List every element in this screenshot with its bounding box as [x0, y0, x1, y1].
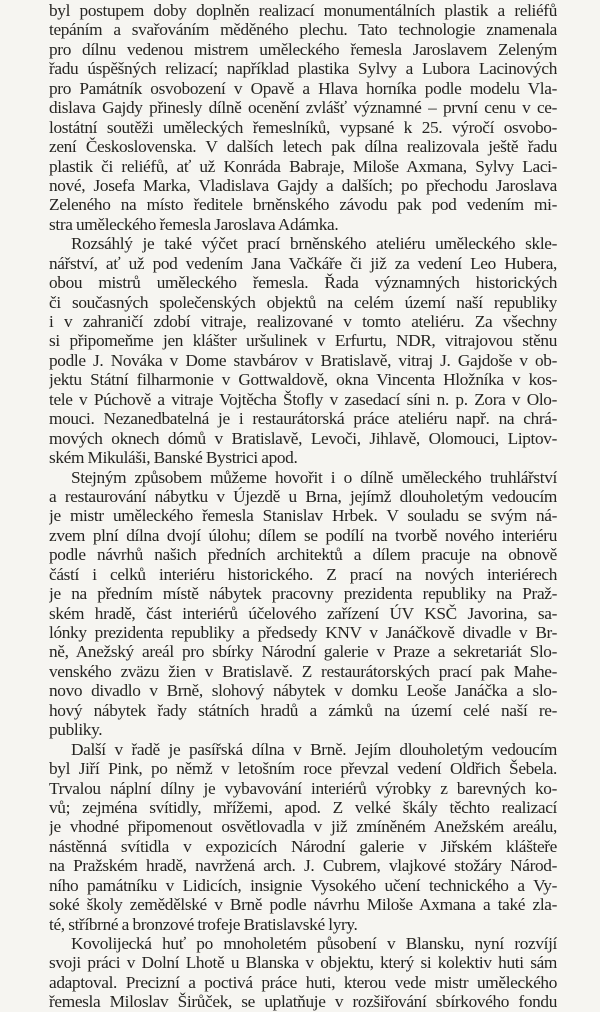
- text-line: podle J. Nováka v Dome stavbárov v Bratislavě, vitraj J. Gajdoše v ob-: [49, 350, 557, 370]
- body-text-column: [49, 1, 557, 1012]
- text-line: zení Československa. V dalších letech pak dílna realizovala ještě řadu: [49, 137, 557, 157]
- text-line: obou mistrů uměleckého řemesla. Řada významných historických: [49, 273, 557, 293]
- text-line: částí i celků interiéru historického. Z prací na nových interiérech: [49, 564, 557, 584]
- text-line: svoji práci v Dolní Lhotě u Blanska v objektu, který si kolektiv huti sám: [49, 953, 557, 973]
- text-line: tele v Púchově a vitraje Vojtěcha Štofly v zasedací síni n. p. Zora v Olo-: [49, 389, 557, 409]
- text-line: byl Jiří Pink, po němž v letošním roce převzal vedení Oldřich Šebela.: [49, 759, 557, 779]
- text-line: je mistr uměleckého řemesla Stanislav Hrbek. V souladu se svým ná-: [49, 506, 557, 526]
- text-line: řadu úspěšných relizací; například plastika Sylvy a Lubora Lacinových: [49, 59, 557, 79]
- text-line: vů; zejména svítidly, mřížemi, apod. Z velké škály těchto realizací: [49, 797, 557, 817]
- text-line: na Pražském hradě, navržená arch. J. Cubrem, vlajkové stožáry Národ-: [49, 856, 557, 876]
- text-line: tepáním a svařováním měděného plechu. Tato technologie znamenala: [49, 20, 557, 40]
- text-line: lostátní soutěži uměleckých řemeslníků, vypsané k 25. výročí osvobo-: [49, 117, 557, 137]
- text-line: ního památníku v Lidicích, insignie Vysokého učení technického a Vy-: [49, 875, 557, 895]
- text-line: si připomeňme jen klášter uršulinek v Erfurtu, NDR, vitrajovou stěnu: [49, 331, 557, 351]
- text-line: venského zväzu žien v Bratislavě. Z restaurátorských prací pak Mahe-: [49, 661, 557, 681]
- text-line: je vhodné připomenout osvětlovadla v již zmíněném Anežském areálu,: [49, 817, 557, 837]
- text-line: zvem plní dílna dvojí úlohu; dílem se podílí na tvorbě nového interiéru: [49, 525, 557, 545]
- text-line: byl postupem doby doplněn realizací monumentálních plastik a reliéfů: [49, 1, 557, 20]
- text-line: publiky.: [49, 720, 103, 740]
- text-line: adaptoval. Precizní a poctivá práce huti, kterou vede mistr uměleckého: [49, 972, 557, 992]
- text-line: a restaurování nábytku v Újezdě u Brna, jejímž dlouholetým vedoucím: [49, 486, 557, 506]
- text-line: pro Památník osvobození v Opavě a Hlava horníka podle modelu Vla-: [49, 78, 557, 98]
- text-line: pro dílnu vedenou mistrem uměleckého řemesla Jaroslavem Zeleným: [49, 39, 557, 59]
- text-line: nářství, ať už pod vedením Jana Vačkáře či již za vedení Leo Hubera,: [49, 253, 557, 273]
- text-line: novo divadlo v Brně, slohový nábytek v domku Leoše Janáčka a slo-: [49, 681, 557, 701]
- text-line: mových oknech dómů v Bratislavě, Levoči, Jihlavě, Olomouci, Liptov-: [49, 428, 557, 448]
- text-line: stra uměleckého řemesla Jaroslava Adámka.: [49, 214, 339, 234]
- text-line: jektu Státní filharmonie v Gottwaldově, okna Vincenta Hložníka v kos-: [49, 370, 557, 390]
- text-line: i v zahraničí zdobí vitraje, realizované v tomto ateliéru. Za všechny: [49, 312, 557, 331]
- text-line: té, stříbrné a bronzové trofeje Bratislavské lyry.: [49, 914, 358, 934]
- text-line: hový nábytek řady státních hradů a zámků na území celé naší re-: [49, 700, 557, 720]
- text-line: nástěnná svítidla v expozicích Národní galerie v Jiřském klášteře: [49, 836, 557, 856]
- text-line: podle návrhů našich předních architektů a dílem pracuje na obnově: [49, 545, 557, 565]
- text-line: Trvalou náplní dílny je vybavování interiérů výrobky z barevných ko-: [49, 778, 557, 798]
- text-line: Další v řadě je pasířská dílna v Brně. Jejím dlouholetým vedoucím: [71, 739, 557, 759]
- text-line: nové, Josefa Marka, Vladislava Gajdy a dalších; po přechodu Jaroslava: [49, 175, 557, 195]
- text-line: plastik či reliéfů, ať už Konráda Babraje, Miloše Axmana, Sylvy Laci-: [49, 156, 557, 176]
- text-line: dislava Gajdy přinesly dílně ocenění zvlášť významné – první cenu v ce-: [49, 98, 557, 118]
- text-line: Rozsáhlý je také výčet prací brněnského ateliéru uměleckého skle-: [71, 234, 557, 254]
- text-line: lónky prezidenta republiky a předsedy KNV v Janáčkově divadle v Br-: [49, 623, 557, 642]
- text-line: ně, Anežský areál pro sbírky Národní galerie v Praze a sekretariát Slo-: [49, 642, 557, 662]
- text-line: ském hradě, část interiérů účelového zařízení ÚV KSČ Javorina, sa-: [49, 603, 557, 623]
- text-line: je na předním místě nábytek pracovny prezidenta republiky na Praž-: [49, 584, 557, 604]
- text-line: Zeleného na místo ředitele brněnského závodu pak pod vedením mi-: [49, 195, 557, 215]
- text-line: Stejným způsobem můžeme hovořit i o dílně uměleckého truhlářství: [71, 467, 557, 487]
- text-line: Kovolijecká huť po mnoholetém působení v Blansku, nyní rozvíjí: [71, 934, 557, 953]
- text-line: soké školy zemědělské v Brně podle návrhu Miloše Axmana a také zla-: [49, 895, 557, 915]
- text-line: ském Mikuláši, Banské Bystrici apod.: [49, 448, 298, 468]
- text-line: mouci. Nezanedbatelná je i restaurátorská práce ateliéru např. na chrá-: [49, 409, 557, 429]
- text-line: či současných společenských objektů na celém území naší republiky: [49, 292, 557, 312]
- text-line: řemesla Miloslav Širůček, se uplatňuje v rozšiřování sbírkového fondu: [49, 992, 557, 1012]
